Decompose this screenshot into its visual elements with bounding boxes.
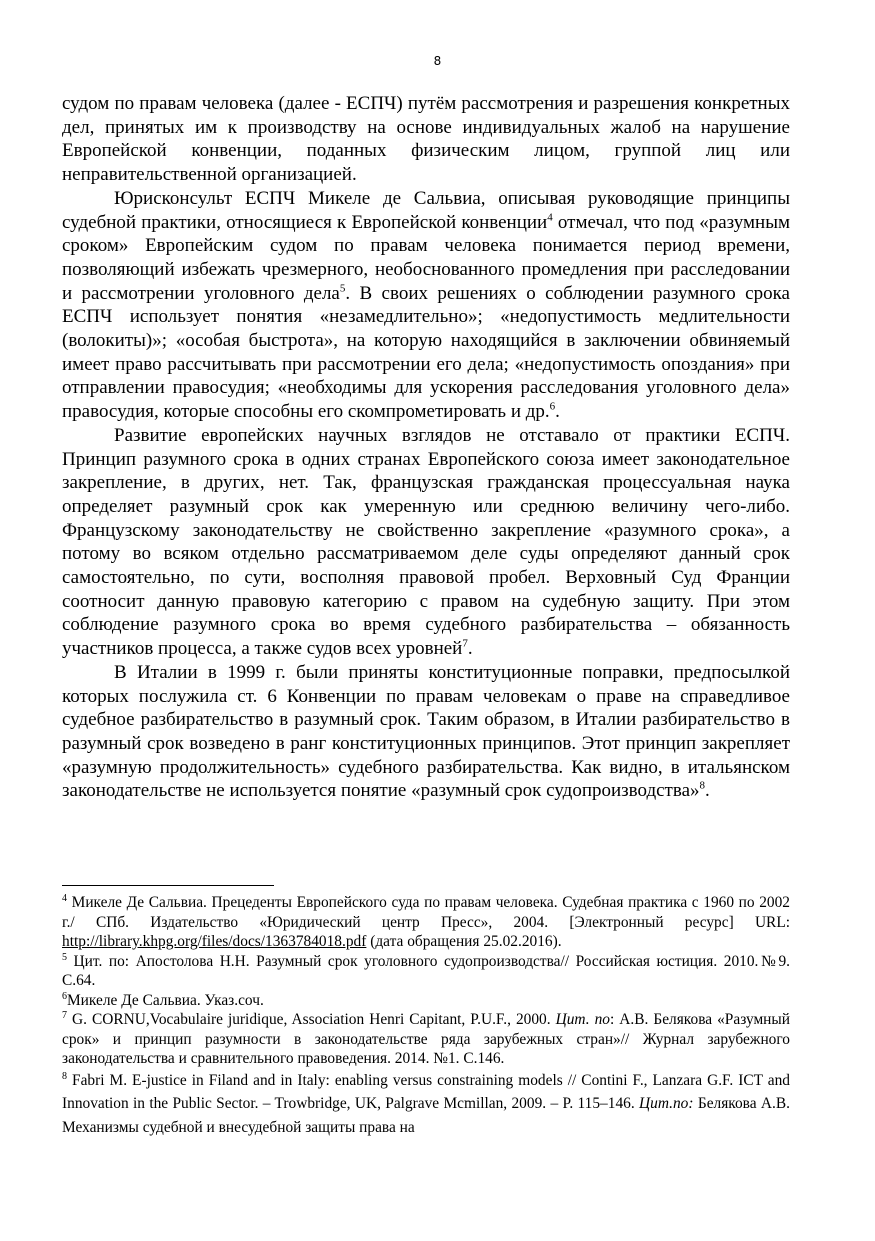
body-text [62,92,790,803]
footnote-ref-5[interactable]: 5 [339,282,346,295]
footnote-6 [62,991,790,1011]
footnote-4 [62,893,790,952]
footnotes [62,893,790,1139]
footnote-8 [62,1069,790,1140]
footnote-5-text: Цит. по: Апостолова Н.Н. Разумный срок уголовного судопроизводства// Российская юстиция. 2010.№9. С.64. [62,952,790,989]
footnote-4-link[interactable]: http://library.khpg.org/files/docs/1363784018.pdf [62,933,367,950]
footnote-5-number: 5 [62,951,67,963]
footnote-8-text-b: Белякова А.В. Механизмы судебной и внесудебной защиты права на [62,1095,790,1136]
paragraph-2-text-b: отмечал, что под «разумным сроком» Европейским судом по правам человека понимается период времени, позволяющий избежать чрезмерного, необоснованного промедления при расследовании и рассмотрении уголовного дела [62,211,790,304]
footnote-7-number: 7 [62,1009,67,1021]
footnote-4-number: 4 [62,892,67,904]
paragraph-2-text-d: . [555,401,560,423]
footnote-8-text-a: Fabri M. E-justice in Filand and in Italy: enabling versus constraining models // Contini F., Lanzara G.F. ICT and Innovation in the Public Sector. – Trowbridge, UK, Palgrave Mcmillan, 2009. – P. 115–146. [62,1071,790,1112]
paragraph-3 [62,424,790,661]
footnote-4-text-b: (дата обращения 25.02.2016). [366,933,562,950]
footnote-ref-4[interactable]: 4 [547,211,553,224]
paragraph-2 [62,187,790,424]
paragraph-3-text-a: Развитие европейских научных взглядов не отставало от практики ЕСПЧ. Принцип разумного срока в одних странах Европейского союза имеет законодательное закрепление, в других, нет. Так, французская гражданская процессуальная наука определяет разумный срок как умеренную или среднюю величину чего-либо. Французскому законодательству не свойственно закрепление «разумного срока», а потому во всяком отдельно рассматриваемом деле суды определяют данный срок самостоятельно, по сути, восполняя правовой пробел. Верховный Суд Франции соотносит данную правовую категорию с правом на судебную защиту. При этом соблюдение разумного срока во время судебного разбирательства – обязанность участников процесса, а также судов всех уровней [62,424,790,660]
footnote-8-italic: Цит.по: [639,1095,694,1112]
paragraph-3-text-b: . [467,638,473,660]
page-number: 8 [433,54,442,68]
footnote-7-text-a: G. CORNU,Vocabulaire juridique, Association Henri Capitant, P.U.F., 2000. [67,1011,556,1028]
footnote-7-text-b: : А.В. Белякова «Разумный срок» и принцип разумности в законодательстве ряда зарубежных стран»// Журнал зарубежного законодательства и сравнительного правоведения. 2014. №1. С.146. [62,1011,790,1067]
footnote-8-number: 8 [62,1070,67,1082]
footnote-5 [62,952,790,991]
paragraph-4-text-a: В Италии в 1999 г. были приняты конституционные поправки, предпосылкой которых послужила ст. 6 Конвенции по правам человекам о праве на справедливое судебное разбирательство в разумный срок. Таким образом, в Италии разбирательство в разумный срок возведено в ранг конституционных принципов. Этот принцип закрепляет «разумную продолжительность» судебного разбирательства. Как видно, в итальянском законодательстве не используется понятие «разумный срок судопроизводства» [62,661,790,802]
footnote-ref-6[interactable]: 6 [549,400,556,413]
paragraph-2-text-c: . В своих решениях о соблюдении разумного срока ЕСПЧ использует понятия «незамедлительно»; «недопустимость медлительности (волокиты)»; «особая быстрота», на которую находящийся в заключении обвиняемый имеет право рассчитывать при рассмотрении его дела; «недопустимость опоздания» при отправлении правосудия; «необходимы для ускорения расследования уголовного дела» правосудия, которые способны его скомпрометировать и др. [62,282,790,423]
footnote-ref-7[interactable]: 7 [462,637,468,650]
footnote-6-text: Микеле Де Сальвиа. Указ.соч. [67,991,264,1009]
footnote-7-italic: Цит. по [555,1011,610,1028]
paragraph-4-text-b: . [705,780,710,802]
footnote-6-number: 6 [62,990,67,1002]
paragraph-1-text: судом по правам человека (далее - ЕСПЧ) путём рассмотрения и разрешения конкретных дел, принятых им к производству на основе индивидуальных жалоб на нарушение Европейской конвенции, поданных физическим лицом, группой лиц или неправительственной организацией. [62,93,790,186]
paragraph-2-text-a: Юрисконсульт ЕСПЧ Микеле де Сальвиа, описывая руководящие принципы судебной практики, относящиеся к Европейской конвенции [62,187,790,233]
footnote-4-text-a: Микеле Де Сальвиа. Прецеденты Европейского суда по правам человека. Судебная практика с 1960 по 2002 г./ СПб. Издательство «Юридический центр Пресс», 2004. [Электронный ресурс] URL: [62,894,790,931]
footnote-separator [62,885,274,886]
footnote-7 [62,1010,790,1069]
paragraph-4 [62,661,790,803]
paragraph-1 [62,92,790,187]
footnote-ref-8[interactable]: 8 [699,780,706,793]
